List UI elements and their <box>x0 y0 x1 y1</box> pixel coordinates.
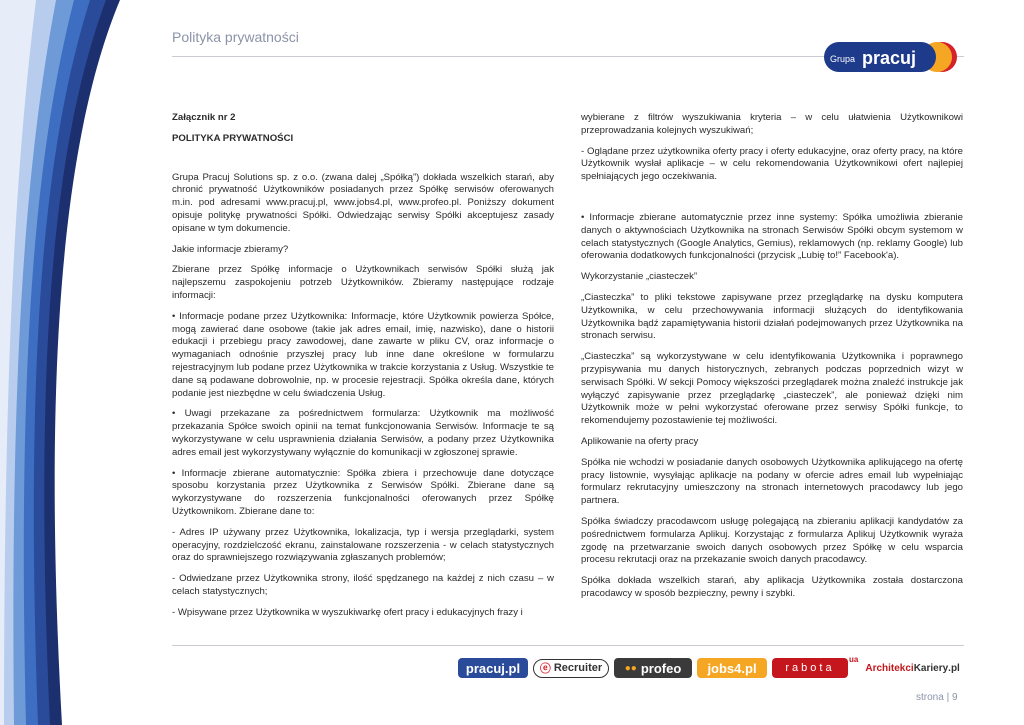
policy-title: POLITYKA PRYWATNOŚCI <box>172 132 294 144</box>
arch-part-b: Kariery <box>913 662 949 674</box>
paragraph-cookies-2: „Ciasteczka” są wykorzystywane w celu identyfikowania Użytkownika i poprawnego przypisywania mu danych historycznych, zebranych podczas poprzednich wizyt w serwisach Spółki. W sekcji Pomocy większości przeglądarek można znaleźć instrukcje jak wyłączyć zapisywanie przez przeglądarkę „ciasteczek”, ale ponieważ dzięki nim Użytkownik może w pełni wykorzystać oferowane przez serwisy Spółki funkcje, to rekomendujemy pozostawienie tej możliwości. <box>581 351 963 427</box>
bullet-other-systems: • Informacje zbierane automatycznie przez inne systemy: Spółka umożliwia zbieranie danych o aktywnościach Użytkownika na stronach Serwisów Spółki obcym systemom w celach statystycznych (Google Analytics, Gemius), reklamowych (np. reklamy Google) lub oferowania dodatkowych funkcjonalności (przycisk „Lubię to!” Facebook'a). <box>581 211 963 262</box>
section-heading-cookies: Wykorzystanie „ciasteczek” <box>581 271 698 283</box>
arch-part-c: .pl <box>948 662 960 674</box>
footer-divider <box>172 645 964 646</box>
section-heading-info: Jakie informacje zbieramy? <box>172 243 289 255</box>
dash-offers: - Oglądane przez użytkownika oferty pracy i oferty edukacyjne, oraz oferty pracy, na które Użytkownik wysłał aplikacje – w celu rekomendowania Użytkownikowi ofert najlepiej spełniających jego oczekiwania. <box>581 145 963 183</box>
left-column <box>172 112 554 628</box>
profeo-dots-icon: ●● <box>624 662 637 674</box>
brand-recruiter-logo <box>533 659 609 678</box>
recruiter-e-icon: ⓔ <box>539 663 551 675</box>
right-column <box>581 112 963 609</box>
dash-search: - Wpisywane przez Użytkownika w wyszukiwarkę ofert pracy i edukacyjnych frazy i <box>172 606 523 618</box>
bullet-user-data: • Informacje podane przez Użytkownika: Informacje, które Użytkownik powierza Spółce, mogą zawierać dane osobowe (takie jak adres email, imię, nazwisko), dane o historii edukacji i przebiegu pracy zawodowej, dane zawarte w pliku CV, oraz informacje o wymaganiach odnośnie przyszłej pracy lub inne dane określone w formularzu rejestracyjnym lub podane przez Użytkownika w trakcie korzystania z Usług. Wszystkie te dane są podawane dobrowolnie, np. w procesie rejestracji. Spółka określa dane, których podanie jest niezbędne w celu świadczenia Usług. <box>172 310 554 399</box>
dash-ip: - Adres IP używany przez Użytkownika, lokalizacja, typ i wersja przeglądarki, system operacyjny, rozdzielczość ekranu, zainstalowane rozszerzenia - w celach statystycznych oraz do sprawniejszego rozwiązywania zgłaszanych problemów; <box>172 526 554 564</box>
brand-rabota-logo: rabota <box>772 658 848 678</box>
paragraph-apply-2: Spółka świadczy pracodawcom usługę polegającą na zbieraniu aplikacji kandydatów za pośrednictwem formularza Aplikuj. Korzystając z formularza Aplikuj Użytkownik wyraża zgodę na przetwarzanie swoich danych osobowych przez Spółkę w celu wsparcia procesu rekrutacji oraz na przekazanie swoich danych pracodawcy. <box>581 515 963 566</box>
logo-text-grupa: Grupa <box>830 54 856 64</box>
paragraph-continued: wybierane z filtrów wyszukiwania kryteria – w celu ułatwienia Użytkownikowi przeprowadzania kolejnych wyszukiwań; <box>581 112 963 136</box>
brand-pracuj-logo: pracuj.pl <box>458 658 528 678</box>
page-number: strona | 9 <box>916 692 958 703</box>
paragraph-apply-1: Spółka nie wchodzi w posiadanie danych osobowych Użytkownika aplikującego na ofertę pracy listownie, wysyłając aplikacje na podany w ofercie adres email lub wypełniając formularz rekrutacyjny umieszczony na stronach internetowych pracodawcy lub jego partnera. <box>581 456 963 507</box>
brand-profeo-logo <box>614 658 692 678</box>
grupa-pracuj-logo <box>822 40 964 74</box>
paragraph-cookies-1: „Ciasteczka” to pliki tekstowe zapisywane przez przeglądarkę na dysku komputera Użytkownika, w celu przechowywania informacji służących do identyfikowania Użytkownika bądź zapamiętywania historii działań podejmowanych przez Użytkownika na stronach serwisu. <box>581 291 963 342</box>
header-title: Polityka prywatności <box>172 29 299 45</box>
brand-logos <box>458 657 960 679</box>
brand-profeo-text: profeo <box>640 660 682 676</box>
paragraph-intro: Grupa Pracuj Solutions sp. z o.o. (zwana dalej „Spółką”) dokłada wszelkich starań, aby chronić prywatność Użytkowników posiadanych przez Spółkę serwisów oferowanych m.in. pod adresami www.pracuj.pl, www.jobs4.pl, www.profeo.pl. Poniższy dokument opisuje politykę prywatności Spółki. Odwiedzając serwisy Spółki akceptujesz zasady opisane w tym dokumencie. <box>172 171 554 234</box>
arch-part-a: Architekci <box>865 662 914 674</box>
bullet-feedback: • Uwagi przekazane za pośrednictwem formularza: Użytkownik ma możliwość przekazania Spółce swoich opinii na temat funkcjonowania Serwisów. Informacje te są wykorzystywane w celu usprawnienia działania Serwisów, a podany przez Użytkownika adres email jest wykorzystywany wyłącznie do komunikacji w zgłoszonej sprawie. <box>172 408 554 458</box>
brand-rabota-ua: ua <box>849 655 859 664</box>
paragraph-apply-3: Spółka dokłada wszelkich starań, aby aplikacja Użytkownika została dostarczona pracodawcy w sposób bezpieczny, pewny i szybki. <box>581 575 963 599</box>
logo-text-pracuj: pracuj <box>862 48 917 68</box>
brand-architekci-kariery-logo <box>863 658 960 678</box>
brand-jobs4-logo: jobs4.pl <box>697 658 767 678</box>
decorative-swoosh <box>0 0 175 725</box>
paragraph-collect: Zbierane przez Spółkę informacje o Użytkownikach serwisów Spółki służą jak najlepszemu zaspokojeniu potrzeb Użytkowników. Zbieramy następujące rodzaje informacji: <box>172 264 554 301</box>
brand-recruiter-text: Recruiter <box>553 662 603 674</box>
bullet-auto-data: • Informacje zbierane automatycznie: Spółka zbiera i przechowuje dane dotyczące sposobu korzystania przez Użytkownika z Serwisów Spółki. Zbierane dane są wykorzystywane do rozszerzenia funkcjonalności oferowanych przez Spółkę Użytkownikom. Zbierane dane to: <box>172 467 554 517</box>
dash-pages: - Odwiedzane przez Użytkownika strony, ilość spędzanego na każdej z nich czasu – w celach statystycznych; <box>172 573 554 597</box>
section-heading-apply: Aplikowanie na oferty pracy <box>581 435 699 447</box>
annex-title: Załącznik nr 2 <box>172 112 236 123</box>
